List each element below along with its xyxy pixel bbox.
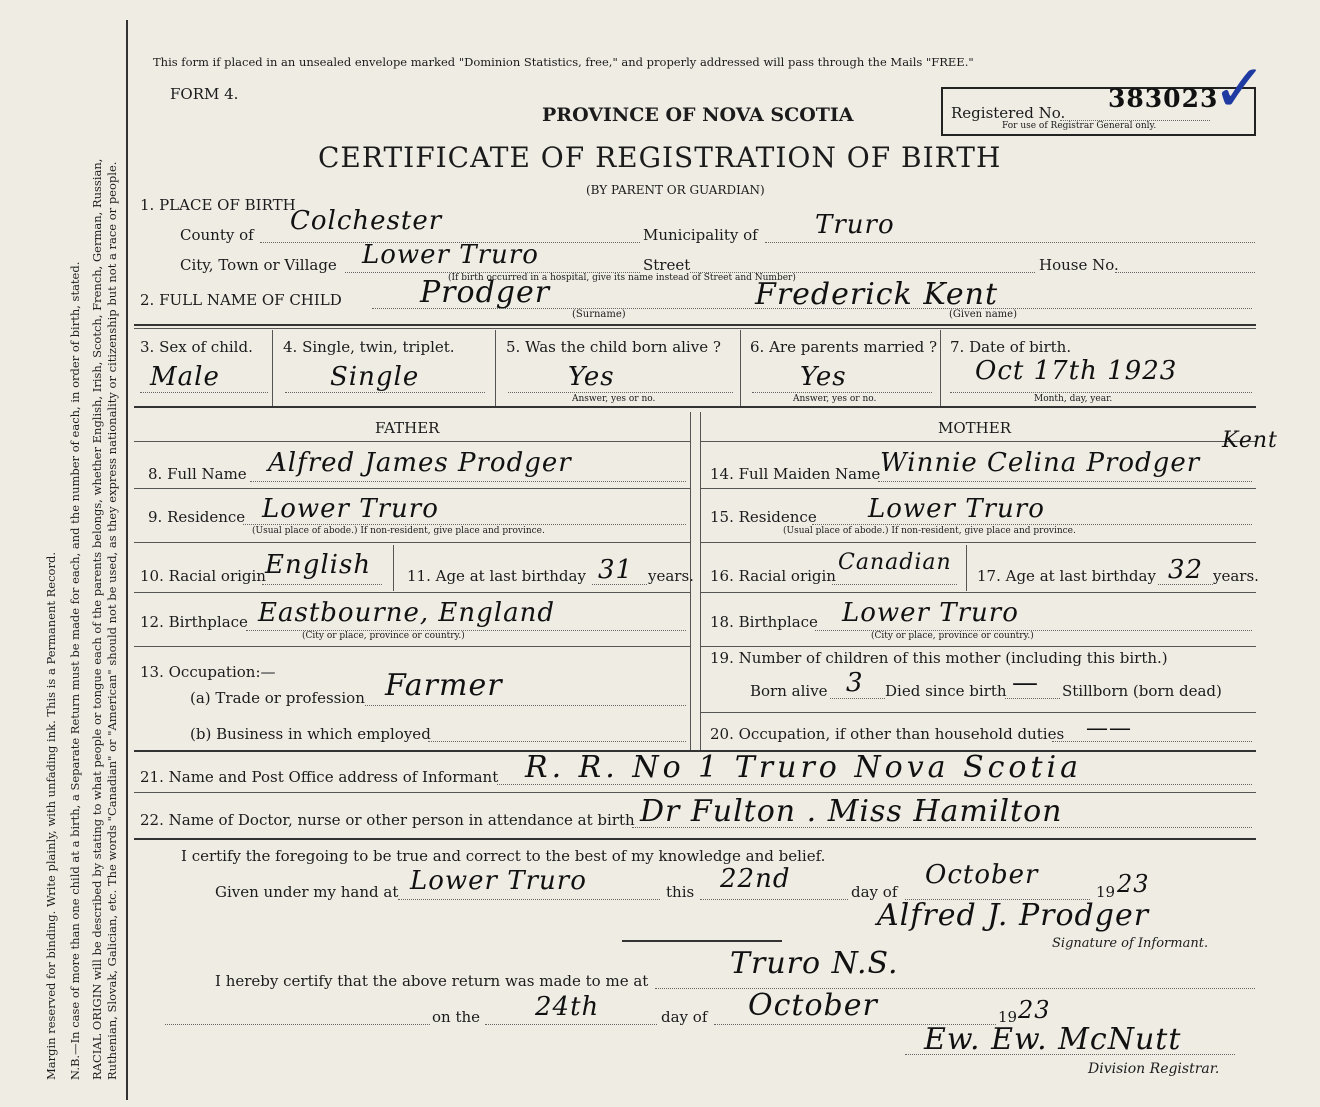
binding-line <box>126 20 128 1100</box>
form-number: FORM 4. <box>170 85 239 103</box>
mother-residence-value: Lower Truro <box>868 494 1045 524</box>
father-occupation-label: 13. Occupation:— <box>140 663 276 681</box>
street-label: Street <box>643 256 691 274</box>
certificate-title: CERTIFICATE OF REGISTRATION OF BIRTH <box>318 141 1002 174</box>
born-alive-caption: Answer, yes or no. <box>572 394 656 404</box>
mail-note: This form if placed in an unsealed envelope marked "Dominion Statistics, free," and properly addressed will pass through the Mails "FREE." <box>153 55 974 69</box>
given-month: October <box>925 860 1039 890</box>
return-year-prefix: 19 <box>998 1008 1018 1026</box>
parents-married-label: 6. Are parents married ? <box>750 338 938 356</box>
municipality-value: Truro <box>815 210 895 240</box>
father-birthplace-value: Eastbourne, England <box>258 598 555 628</box>
father-residence-caption: (Usual place of abode.) If non-resident, give place and province. <box>252 526 545 536</box>
died-since-birth-label: Died since birth <box>885 682 1007 700</box>
married-caption: Answer, yes or no. <box>793 394 877 404</box>
attendant-value: Dr Fulton . Miss Hamilton <box>640 794 1063 829</box>
registrar-note: For use of Registrar General only. <box>1002 121 1157 131</box>
father-name-label: 8. Full Name <box>148 465 247 483</box>
father-residence-value: Lower Truro <box>262 494 439 524</box>
province-title: PROVINCE OF NOVA SCOTIA <box>542 104 854 126</box>
parents-married-value: Yes <box>800 362 847 392</box>
this-label: this <box>666 883 695 901</box>
father-age-label: 11. Age at last birthday <box>407 567 586 585</box>
mother-name-correction: Kent <box>1222 428 1278 453</box>
check-mark-icon: ✓ <box>1212 50 1269 127</box>
mother-age-label: 17. Age at last birthday <box>977 567 1156 585</box>
plurality-value: Single <box>330 362 420 392</box>
children-count-label: 19. Number of children of this mother (including this birth.) <box>710 649 1168 667</box>
return-day-of-label: day of <box>661 1008 708 1026</box>
sex-label: 3. Sex of child. <box>140 338 253 356</box>
father-birthplace-caption: (City or place, province or country.) <box>302 631 465 641</box>
given-at-place: Lower Truro <box>410 866 587 896</box>
informant-value: R. R. No 1 Truro Nova Scotia <box>525 750 1083 785</box>
given-day-of-label: day of <box>851 883 898 901</box>
sex-value: Male <box>150 362 220 392</box>
born-alive-count-label: Born alive <box>750 682 828 700</box>
informant-signature-caption: Signature of Informant. <box>1052 936 1209 951</box>
certificate-subtitle: (BY PARENT OR GUARDIAN) <box>586 183 765 197</box>
father-years-label: years. <box>648 567 694 585</box>
registrar-signature: Ew. Ew. McNutt <box>924 1022 1182 1057</box>
father-heading: FATHER <box>375 419 440 437</box>
father-name-value: Alfred James Prodger <box>268 448 572 478</box>
margin-note-2: N.B.—In case of more than one child at a birth, a Separate Return must be made for each, and the number of each, in order of birth, stated. <box>68 261 82 1080</box>
registered-label: Registered No. <box>951 104 1066 122</box>
child-given-name: Frederick Kent <box>755 277 999 312</box>
mother-birthplace-value: Lower Truro <box>842 598 1019 628</box>
father-trade-value: Farmer <box>385 668 503 703</box>
city-label: City, Town or Village <box>180 256 337 274</box>
place-of-birth-label: 1. PLACE OF BIRTH <box>140 196 296 214</box>
return-month: October <box>748 988 878 1023</box>
mother-residence-caption: (Usual place of abode.) If non-resident, give place and province. <box>783 526 1076 536</box>
mother-years-label: years. <box>1213 567 1259 585</box>
registrar-caption: Division Registrar. <box>1088 1061 1220 1077</box>
dob-label: 7. Date of birth. <box>950 338 1072 356</box>
child-name-label: 2. FULL NAME OF CHILD <box>140 291 342 309</box>
given-year-suffix: 23 <box>1117 870 1150 898</box>
county-label: County of <box>180 226 254 244</box>
certification-statement: I certify the foregoing to be true and correct to the best of my knowledge and belief. <box>181 847 826 865</box>
father-birthplace-label: 12. Birthplace <box>140 613 248 631</box>
return-place: Truro N.S. <box>730 946 899 981</box>
mother-occupation-label: 20. Occupation, if other than household duties <box>710 725 1065 743</box>
hospital-note: (If birth occurred in a hospital, give its name instead of Street and Number) <box>448 273 796 283</box>
mother-heading: MOTHER <box>938 419 1011 437</box>
given-name-caption: (Given name) <box>949 309 1017 320</box>
stillborn-label: Stillborn (born dead) <box>1062 682 1222 700</box>
father-residence-label: 9. Residence <box>148 508 246 526</box>
return-made-label: I hereby certify that the above return was made to me at <box>215 972 649 990</box>
informant-label: 21. Name and Post Office address of Informant <box>140 768 499 786</box>
died-since-birth-value: — <box>1012 668 1039 698</box>
house-no-label: House No. <box>1039 256 1119 274</box>
mother-name-label: 14. Full Maiden Name <box>710 465 881 483</box>
mother-age-value: 32 <box>1168 555 1204 585</box>
child-surname: Prodger <box>420 275 551 310</box>
margin-note-3: RACIAL ORIGIN will be described by stating to what people or tongue each of the parents belongs, whether English, Irish, Scotch, French, German, Russian, <box>90 158 104 1080</box>
father-business-label: (b) Business in which employed <box>190 725 431 743</box>
mother-occupation-value: —— <box>1086 716 1132 741</box>
dob-value: Oct 17th 1923 <box>975 356 1178 386</box>
father-age-value: 31 <box>598 555 634 585</box>
return-day: 24th <box>535 992 600 1022</box>
registered-number: 383023 <box>1108 84 1219 113</box>
born-alive-label: 5. Was the child born alive ? <box>506 338 721 356</box>
mother-residence-label: 15. Residence <box>710 508 817 526</box>
surname-caption: (Surname) <box>572 309 626 320</box>
born-alive-count-value: 3 <box>846 668 864 698</box>
margin-note-1: Margin reserved for binding. Write plainly, with unfading ink. This is a Permanent Record. <box>44 552 58 1080</box>
informant-signature: Alfred J. Prodger <box>877 898 1150 933</box>
county-value: Colchester <box>290 206 443 236</box>
plurality-label: 4. Single, twin, triplet. <box>283 338 455 356</box>
mother-birthplace-caption: (City or place, province or country.) <box>871 631 1034 641</box>
father-racial-label: 10. Racial origin <box>140 567 266 585</box>
return-year-suffix: 23 <box>1018 996 1051 1024</box>
margin-note-4: Ruthenian, Slovak, Galician, etc. The words "Canadian" or "American" should not be used, as they express nationality or citizenship but not a race or people. <box>105 161 119 1080</box>
mother-birthplace-label: 18. Birthplace <box>710 613 818 631</box>
attendant-label: 22. Name of Doctor, nurse or other person in attendance at birth <box>140 811 635 829</box>
mother-racial-label: 16. Racial origin <box>710 567 836 585</box>
given-year-prefix: 19 <box>1096 883 1116 901</box>
on-the-label: on the <box>432 1008 481 1026</box>
municipality-label: Municipality of <box>643 226 758 244</box>
dob-caption: Month, day, year. <box>1034 394 1113 404</box>
father-trade-label: (a) Trade or profession <box>190 689 365 707</box>
mother-racial-value: Canadian <box>838 550 952 575</box>
father-racial-value: English <box>265 550 372 580</box>
given-day: 22nd <box>720 864 791 894</box>
city-value: Lower Truro <box>362 240 539 270</box>
given-at-label: Given under my hand at <box>215 883 399 901</box>
born-alive-value: Yes <box>568 362 615 392</box>
mother-name-value: Winnie Celina Prodger <box>880 448 1201 478</box>
